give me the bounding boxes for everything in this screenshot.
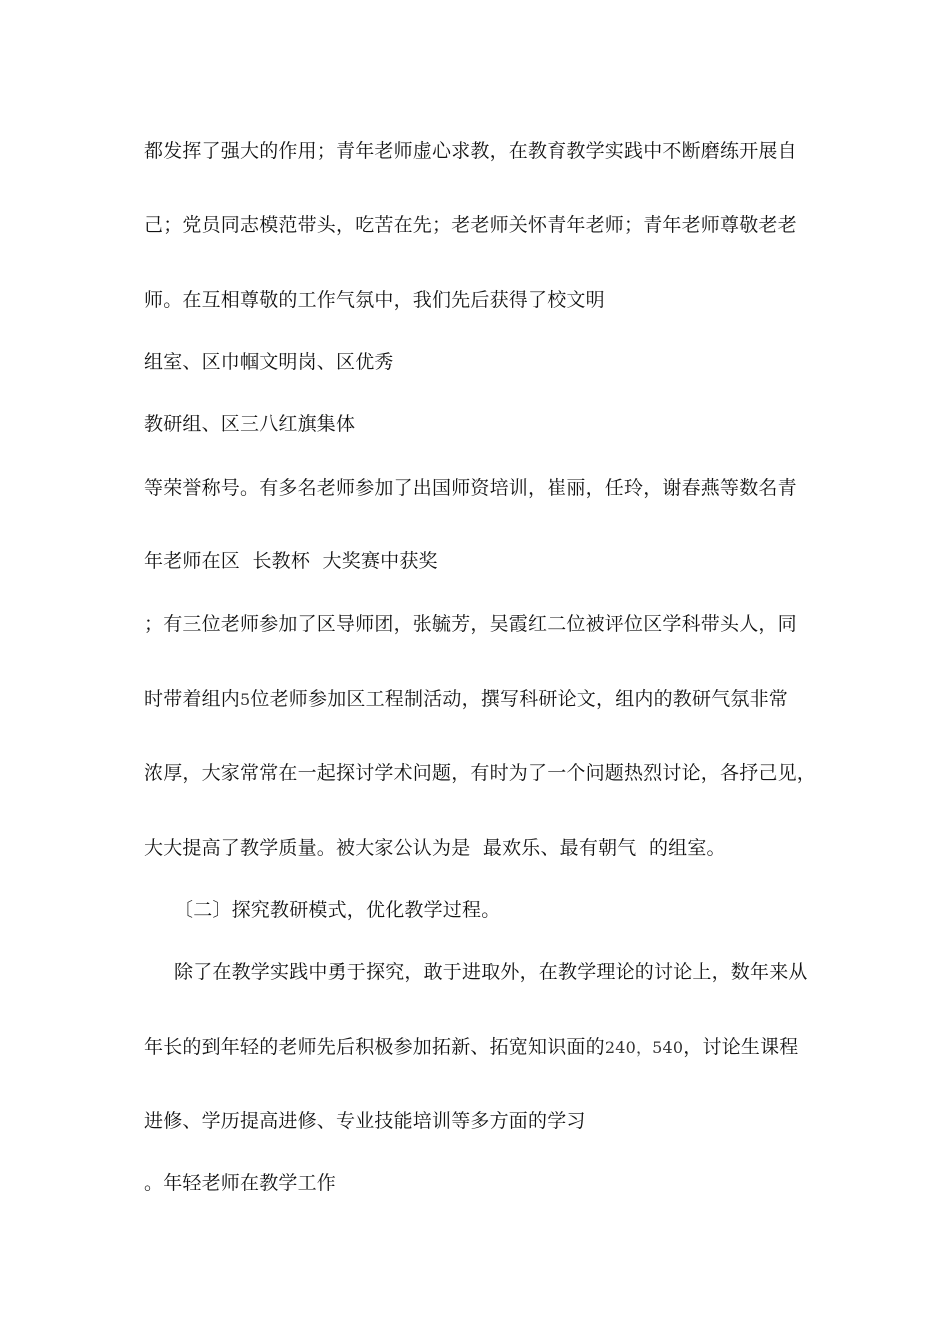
paragraph-line: 进修、学历提高进修、专业技能培训等多方面的学习 — [144, 1110, 586, 1132]
number-segment: 5 — [240, 690, 251, 709]
text-segment: ，讨论生课程 — [683, 1036, 799, 1058]
paragraph-line: 己；党员同志模范带头，吃苦在先；老老师关怀青年老师；青年老师尊敬老老 — [144, 214, 797, 236]
paragraph-line: 都发挥了强大的作用；青年老师虚心求教，在教育教学实践中不断磨练开展自 — [144, 140, 797, 162]
text-segment: 位老师参加区工程制活动，撰写科研论文，组内的教研气氛非常 — [250, 688, 789, 710]
paragraph-line: 年老师在区 长教杯 大奖赛中获奖 — [144, 550, 438, 572]
paragraph-line: 除了在教学实践中勇于探究，敢于进取外，在教学理论的讨论上，数年来从 — [174, 961, 808, 983]
paragraph-line: 大大提高了教学质量。被大家公认为是 最欢乐、最有朝气 的组室。 — [144, 837, 726, 859]
paragraph-line: 组室、区巾帼文明岗、区优秀 — [144, 351, 394, 373]
paragraph-line — [144, 687, 788, 712]
paragraph-line: 教研组、区三八红旗集体 — [144, 413, 356, 435]
paragraph-line: ；有三位老师参加了区导师团，张毓芳，吴霞红二位被评位区学科带头人，同 — [144, 613, 797, 635]
paragraph-line: 。年轻老师在教学工作 — [144, 1172, 337, 1194]
paragraph-line: 等荣誉称号。有多名老师参加了出国师资培训，崔丽，任玲，谢春燕等数名青 — [144, 477, 797, 499]
paragraph-line: 师。在互相尊敬的工作气氛中，我们先后获得了校文明 — [144, 289, 605, 311]
section-heading: 〔二〕探究教研模式，优化教学过程。 — [174, 899, 501, 921]
text-segment: 年长的到年轻的老师先后积极参加拓新、拓宽知识面的 — [144, 1036, 605, 1058]
paragraph-line: 浓厚，大家常常在一起探讨学术问题，有时为了一个问题热烈讨论，各抒己见， — [144, 762, 817, 784]
paragraph-line — [144, 1035, 799, 1060]
text-segment: 时带着组内 — [144, 688, 241, 710]
number-segment: 240，540 — [604, 1038, 684, 1057]
